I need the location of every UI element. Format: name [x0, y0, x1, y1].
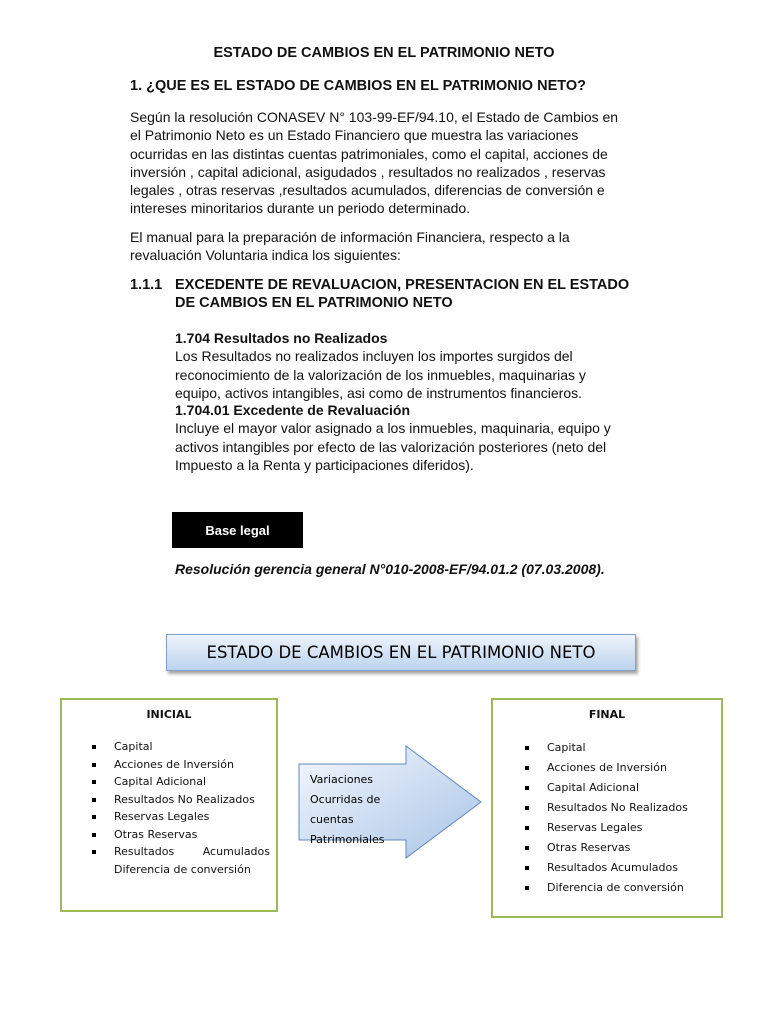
- text-line: legales , otras reservas ,resultados acumulados, diferencias de conversión e: [130, 182, 605, 199]
- subsection-number: 1.1.1: [130, 277, 163, 293]
- list-item: Otras Reservas: [523, 838, 713, 858]
- page-title: ESTADO DE CAMBIOS EN EL PATRIMONIO NETO: [213, 45, 555, 61]
- excedente-revaluacion-block: [175, 401, 660, 474]
- block-heading: 1.704.01 Excedente de Revaluación: [175, 402, 411, 418]
- base-legal-label: Base legal: [172, 512, 303, 548]
- diagram-title: ESTADO DE CAMBIOS EN EL PATRIMONIO NETO: [166, 634, 636, 671]
- section-1-paragraph-2: [130, 228, 660, 265]
- list-item: Acciones de Inversión: [90, 756, 270, 774]
- text-line: Según la resolución CONASEV N° 103-99-EF/94.10, el Estado de Cambios en: [130, 109, 619, 125]
- text-line: revaluación Voluntaria indica los siguientes:: [130, 247, 401, 264]
- list-item: Diferencia de conversión: [523, 878, 713, 898]
- text-line: Incluye el mayor valor asignado a los inmuebles, maquinaria, equipo y: [175, 420, 611, 437]
- subsection-title: [175, 276, 660, 312]
- list-item: Reservas Legales: [90, 808, 270, 826]
- text-line: el Patrimonio Neto es un Estado Financiero que muestra las variaciones: [130, 127, 579, 144]
- list-item: Otras Reservas: [90, 826, 270, 844]
- list-item: Acciones de Inversión: [523, 758, 713, 778]
- list-item: Reservas Legales: [523, 818, 713, 838]
- list-item-word: Resultados: [114, 845, 175, 858]
- text-line: DE CAMBIOS EN EL PATRIMONIO NETO: [175, 295, 453, 311]
- text-line: Patrimoniales: [310, 833, 385, 846]
- text-line: inversión , capital adicional, asigudados , resultados no realizados , reservas: [130, 163, 606, 180]
- list-item: Capital Adicional: [523, 778, 713, 798]
- text-line: Impuesto a la Renta y participaciones diferidos).: [175, 456, 474, 473]
- text-line: Los Resultados no realizados incluyen los importes surgidos del: [175, 348, 573, 365]
- list-item: Resultados No Realizados: [90, 791, 270, 809]
- list-item: Capital: [523, 738, 713, 758]
- list-item-word: Acumulados: [202, 845, 270, 858]
- text-line: ocurridas en las distintas cuentas patrimoniales, como el capital, acciones de: [130, 145, 608, 162]
- list-item: Capital: [90, 738, 270, 756]
- block-heading: 1.704 Resultados no Realizados: [175, 330, 388, 346]
- list-item-line: [114, 843, 270, 861]
- text-line: reconocimiento de la valorización de los inmuebles, maquinarias y: [175, 366, 586, 383]
- list-item-line: Diferencia de conversión: [114, 862, 251, 876]
- resolution-reference: Resolución gerencia general N°010-2008-EF/94.01.2 (07.03.2008).: [175, 561, 605, 577]
- text-line: equipo, activos intangibles, asi como de instrumentos financieros.: [175, 384, 582, 401]
- final-box: [491, 698, 723, 918]
- initial-box-title: INICIAL: [146, 708, 192, 721]
- initial-box: [60, 698, 278, 912]
- list-item: [90, 843, 270, 878]
- list-item: Capital Adicional: [90, 773, 270, 791]
- text-line: intereses minoritarios durante un periodo determinado.: [130, 200, 471, 217]
- text-line: EXCEDENTE DE REVALUACION, PRESENTACION EN EL ESTADO: [175, 277, 630, 293]
- text-line: Ocurridas de: [310, 793, 381, 806]
- list-item: Resultados Acumulados: [523, 858, 713, 878]
- text-line: cuentas: [310, 813, 354, 826]
- section-1-heading: 1. ¿QUE ES EL ESTADO DE CAMBIOS EN EL PATRIMONIO NETO?: [130, 78, 586, 94]
- text-line: El manual para la preparación de información Financiera, respecto a la: [130, 229, 570, 245]
- list-item: Resultados No Realizados: [523, 798, 713, 818]
- arrow-label: [310, 770, 410, 850]
- final-items-list: [523, 738, 713, 898]
- section-1-paragraph-1: [130, 108, 660, 218]
- text-line: Variaciones: [310, 773, 374, 786]
- resultados-no-realizados-block: [175, 329, 660, 402]
- text-line: activos intangibles por efecto de las valorización posteriores (neto del: [175, 438, 607, 455]
- final-box-title: FINAL: [588, 708, 626, 721]
- initial-items-list: [90, 738, 270, 878]
